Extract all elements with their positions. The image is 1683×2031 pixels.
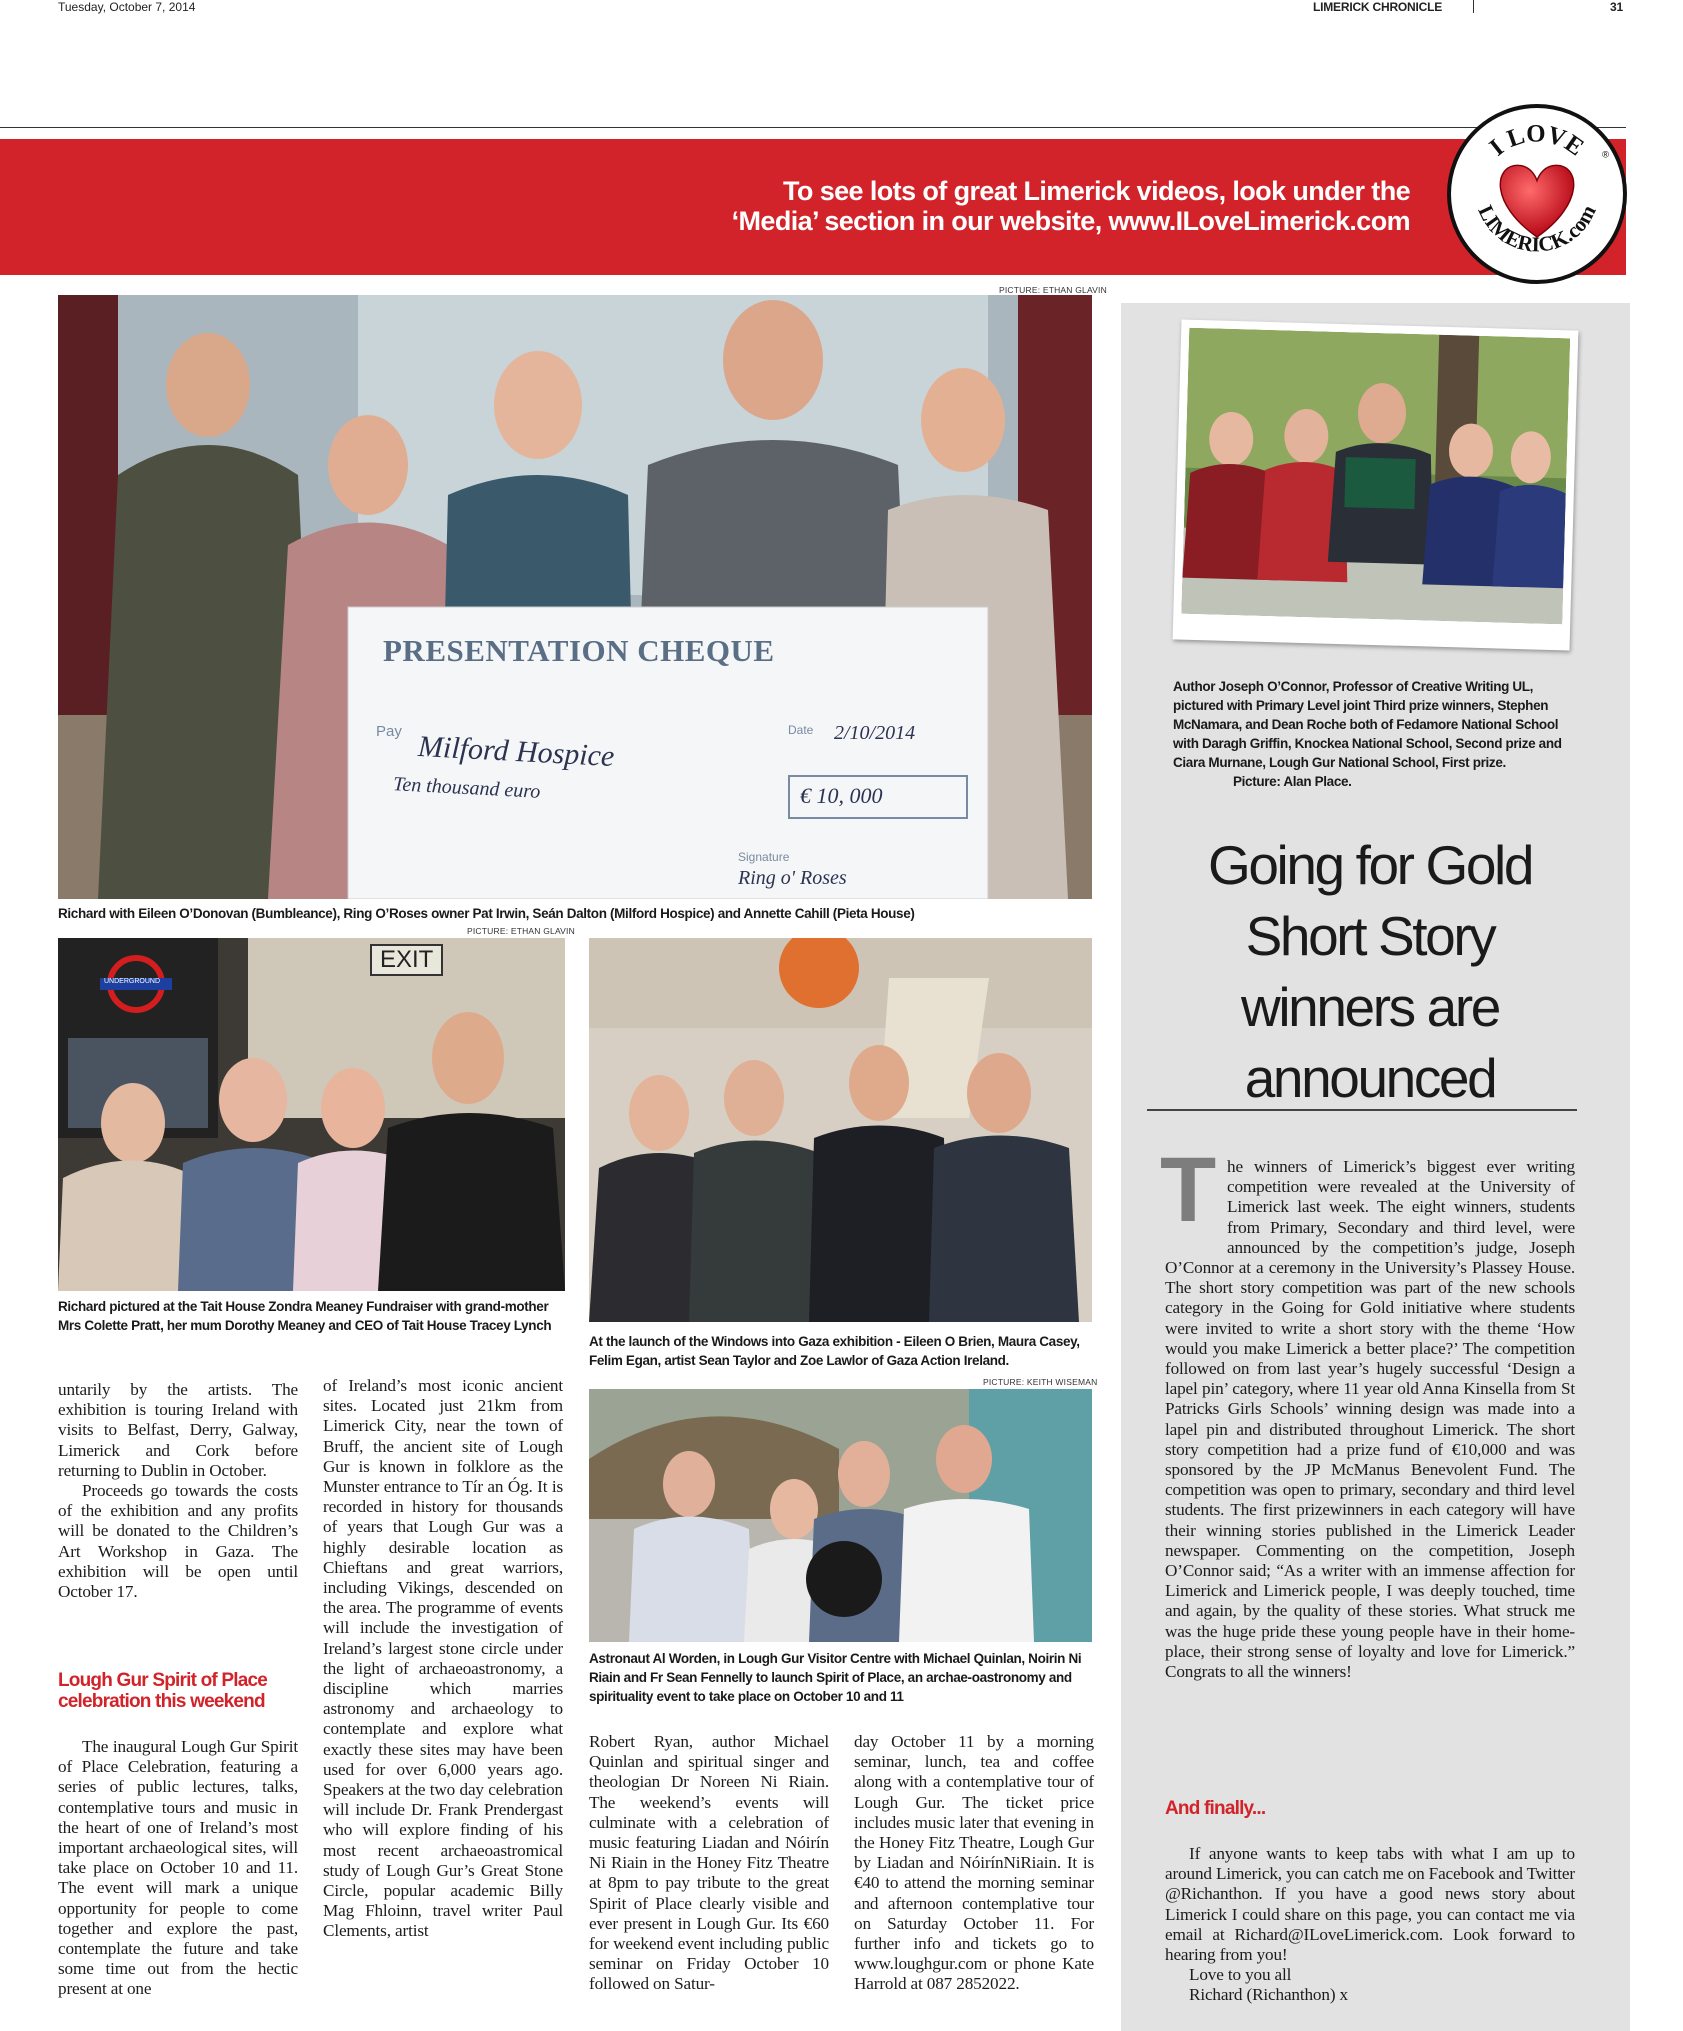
svg-text:I LOVE bbox=[1485, 120, 1589, 161]
lough-gur-column-4 bbox=[854, 1732, 1094, 1995]
headline-line-1: Going for Gold bbox=[1207, 834, 1533, 896]
cheque-pay-label: Pay bbox=[376, 723, 402, 740]
lough-gur-photo bbox=[589, 1389, 1092, 1642]
sidebar-article-paragraph: he winners of Limerick’s biggest ever writing competition were revealed at the University of Limerick last week. The eight winners, students from Primary, Secondary and third level, were announced by the competition’s judge, Joseph O’Connor at a ceremony in the University’s Plassey House. The short story competition was part of the new schools category in the Going for Gold initiative where students were invited to write a short story with the theme ‘How would you make Limerick a better place?’ The competition followed on from last year’s hugely successful ‘Design a lapel pin’ category, where 11 year old Anna Kinsella from St Patricks Girls Schools’ winning design was made into a lapel pin and distributed throughout Limerick. The short story competition had a prize fund of €10,000 and was sponsored by the JP McManus Benevolent Fund. The competition was open to primary, secondary and third level students. The first prizewinners in each category will have their winning stories published in the Limerick Leader newspaper. Commenting on the competition, Joseph O’Connor said; “As a writer with an immense affection for Limerick and Limerick people, I was deeply touched, time and again, by the quality of these stories. What struck me was the huge pride these young people have in their home-place, their strong sense of loyalty and love for Limerick.” Congrats to all the winners! bbox=[1165, 1157, 1575, 1682]
issue-date: Tuesday, October 7, 2014 bbox=[58, 0, 196, 14]
schools-photo-credit: Picture: Alan Place. bbox=[1233, 774, 1352, 789]
gaza-article-column bbox=[58, 1380, 298, 1602]
tait-house-photo bbox=[58, 938, 565, 1291]
and-finally-paragraph: If anyone wants to keep tabs with what I am up to around Limerick, you can catch me on Facebook and Twitter @Richanthon. If you have a good news story about Limerick I could share on this page, you can contact me via email at Richard@ILoveLimerick.com. Look forward to hearing from you! bbox=[1165, 1844, 1575, 1965]
publication-name: LIMERICK CHRONICLE bbox=[1313, 0, 1443, 14]
headline-rule bbox=[1147, 1109, 1577, 1111]
lough-gur-column-3 bbox=[589, 1732, 829, 1995]
main-photo-caption: Richard with Eileen O’Donovan (Bumbleance), Ring O’Roses owner Pat Irwin, Seán Dalton (Milford Hospice) and Annette Cahill (Pieta House) bbox=[58, 906, 915, 921]
logo-text-bottom: LIMERICK.com bbox=[1473, 201, 1601, 257]
header-rule bbox=[0, 127, 1626, 128]
and-finally-body bbox=[1165, 1844, 1575, 2006]
lough-gur-column-1 bbox=[58, 1737, 298, 2000]
sidebar-headline bbox=[1160, 830, 1580, 1114]
header-divider bbox=[1473, 0, 1474, 13]
lough-gur-column-2 bbox=[323, 1376, 563, 1942]
cheque-amount: € 10, 000 bbox=[800, 783, 883, 808]
gaza-photo-caption: At the launch of the Windows into Gaza exhibition - Eileen O Brien, Maura Casey, Felim Egan, artist Sean Taylor and Zoe Lawlor of Gaza Action Ireland. bbox=[589, 1334, 1080, 1368]
cheque-amount-words: Ten thousand euro bbox=[392, 773, 541, 803]
exit-sign: EXIT bbox=[370, 944, 443, 976]
tait-photo-credit: PICTURE: ETHAN GLAVIN bbox=[467, 926, 575, 936]
cheque-date-label: Date bbox=[788, 723, 814, 737]
cheque-payee: Milford Hospice bbox=[417, 729, 616, 774]
sidebar-article-body bbox=[1165, 1157, 1575, 1682]
promo-banner bbox=[0, 139, 1626, 275]
tait-photo-caption: Richard pictured at the Tait House Zondra Meaney Fundraiser with grand-mother Mrs Colette Pratt, her mum Dorothy Meaney and CEO of Tait House Tracey Lynch bbox=[58, 1299, 552, 1333]
schools-photo bbox=[1181, 328, 1570, 625]
schools-photo-caption bbox=[1173, 677, 1578, 791]
lough-gur-paragraph: Robert Ryan, author Michael Quinlan and spiritual singer and theologian Dr Noreen Ni Riain. The weekend’s events will culminate with a celebration of music featuring Liadan and Nóirín Ni Riain in the Honey Fitz Theatre at 8pm to pay tribute to the great Spirit of Place clearly visible and ever present in Lough Gur. Its €60 for weekend event including public seminar on Friday October 10 followed on Satur- bbox=[589, 1732, 829, 1994]
cheque-date: 2/10/2014 bbox=[834, 722, 916, 744]
cheque-presentation-photo bbox=[58, 295, 1092, 899]
banner-line-2: ‘Media’ section in our website, www.ILoveLimerick.com bbox=[731, 206, 1410, 236]
logo-text-top: I LOVE bbox=[1484, 120, 1589, 162]
banner-line-1: To see lots of great Limerick videos, look under the bbox=[783, 176, 1410, 206]
banner-text bbox=[510, 176, 1410, 236]
main-photo-credit: PICTURE: ETHAN GLAVIN bbox=[999, 285, 1107, 295]
lough-gur-paragraph: of Ireland’s most iconic ancient sites. Located just 21km from Limerick City, near the town of Bruff, the ancient site of Lough Gur is known in folklore as the Munster entrance to Tír an Óg. It is recorded in history for thousands of years that Lough Gur was a highly desirable location as Chieftans and great warriors, including Vikings, descended on the area. The programme of events will include the investigation of Ireland’s largest stone circle under the light of archaeoastronomy, a discipline which marries astronomy and archaeology to contemplate and explore what exactly these sites may have been used for over 6,000 years ago. Speakers at the two day celebration will include Dr. Frank Prendergast who will explore finding of his most recent archaeoastromical study of Lough Gur’s Great Stone Circle, popular academic Billy Mag Fhloinn, travel writer Paul Clements, artist bbox=[323, 1376, 563, 1941]
gaza-exhibition-photo bbox=[589, 938, 1092, 1322]
cheque-signature: Ring o' Roses bbox=[738, 867, 847, 889]
gaza-article-paragraph: Proceeds go towards the costs of the exhibition and any profits will be donated to the Children’s Art Workshop in Gaza. The exhibition will be open until October 17. bbox=[58, 1481, 298, 1602]
registered-mark: ® bbox=[1601, 149, 1610, 161]
gaza-article-paragraph: untarily by the artists. The exhibition is touring Ireland with visits to Belfast, Derry, Galway, Limerick and Cork before returning to Dublin in October. bbox=[58, 1380, 298, 1480]
schools-photo-frame bbox=[1173, 320, 1579, 651]
lough-gur-photo-caption: Astronaut Al Worden, in Lough Gur Visitor Centre with Michael Quinlan, Noirin Ni Riain and Fr Sean Fennelly to launch Spirit of Place, an archae-oastronomy and spirituality event to take place on October 10 and 11 bbox=[589, 1651, 1082, 1704]
cheque-amount-box bbox=[788, 775, 968, 819]
i-love-limerick-logo bbox=[1447, 104, 1627, 284]
lough-gur-paragraph: The inaugural Lough Gur Spirit of Place Celebration, featuring a series of public lectures, talks, contemplative tours and music in the heart of one of Ireland’s most important archaeological sites, will take place on October 10 and 11. The event will mark a unique opportunity for people to come together and explore the past, contemplate the future and take some time out from the hectic present at one bbox=[58, 1737, 298, 1999]
lough-gur-paragraph: day October 11 by a morning seminar, lunch, tea and coffee along with a contemplative tour of Lough Gur. The ticket price includes music later that evening in the Honey Fitz Theatre, Lough Gur by Liadan and NóirínNiRiain. It is €40 to attend the morning seminar and afternoon contemplative tour on Saturday October 11. For further info and tickets go to www.loughgur.com or phone Kate Harrold at 087 2852022. bbox=[854, 1732, 1094, 1994]
schools-caption-text: Author Joseph O’Connor, Professor of Creative Writing UL, pictured with Primary Level joint Third prize winners, Stephen McNamara, and Dean Roche both of Fedamore National School with Daragh Griffin, Knockea National School, Second prize and Ciara Murnane, Lough Gur National School, First prize. bbox=[1173, 679, 1562, 770]
and-finally-subhead: And finally... bbox=[1165, 1798, 1266, 1819]
cheque-title: PRESENTATION CHEQUE bbox=[383, 633, 775, 668]
headline-line-2: Short Story bbox=[1245, 905, 1495, 967]
sign-off-line-1: Love to you all bbox=[1189, 1965, 1292, 1985]
cheque-signature-label: Signature bbox=[738, 850, 790, 864]
sign-off-line-2: Richard (Richanthon) x bbox=[1189, 1985, 1348, 2005]
gaza-photo-credit: PICTURE: KEITH WISEMAN bbox=[983, 1377, 1098, 1387]
page-number: 31 bbox=[1610, 0, 1623, 14]
underground-sign: UNDERGROUND bbox=[104, 978, 160, 985]
drop-cap: T bbox=[1160, 1139, 1217, 1241]
headline-line-4: announced bbox=[1244, 1047, 1496, 1109]
lough-gur-subhead: Lough Gur Spirit of Place celebration this weekend bbox=[58, 1670, 268, 1712]
headline-line-3: winners are bbox=[1241, 976, 1499, 1038]
